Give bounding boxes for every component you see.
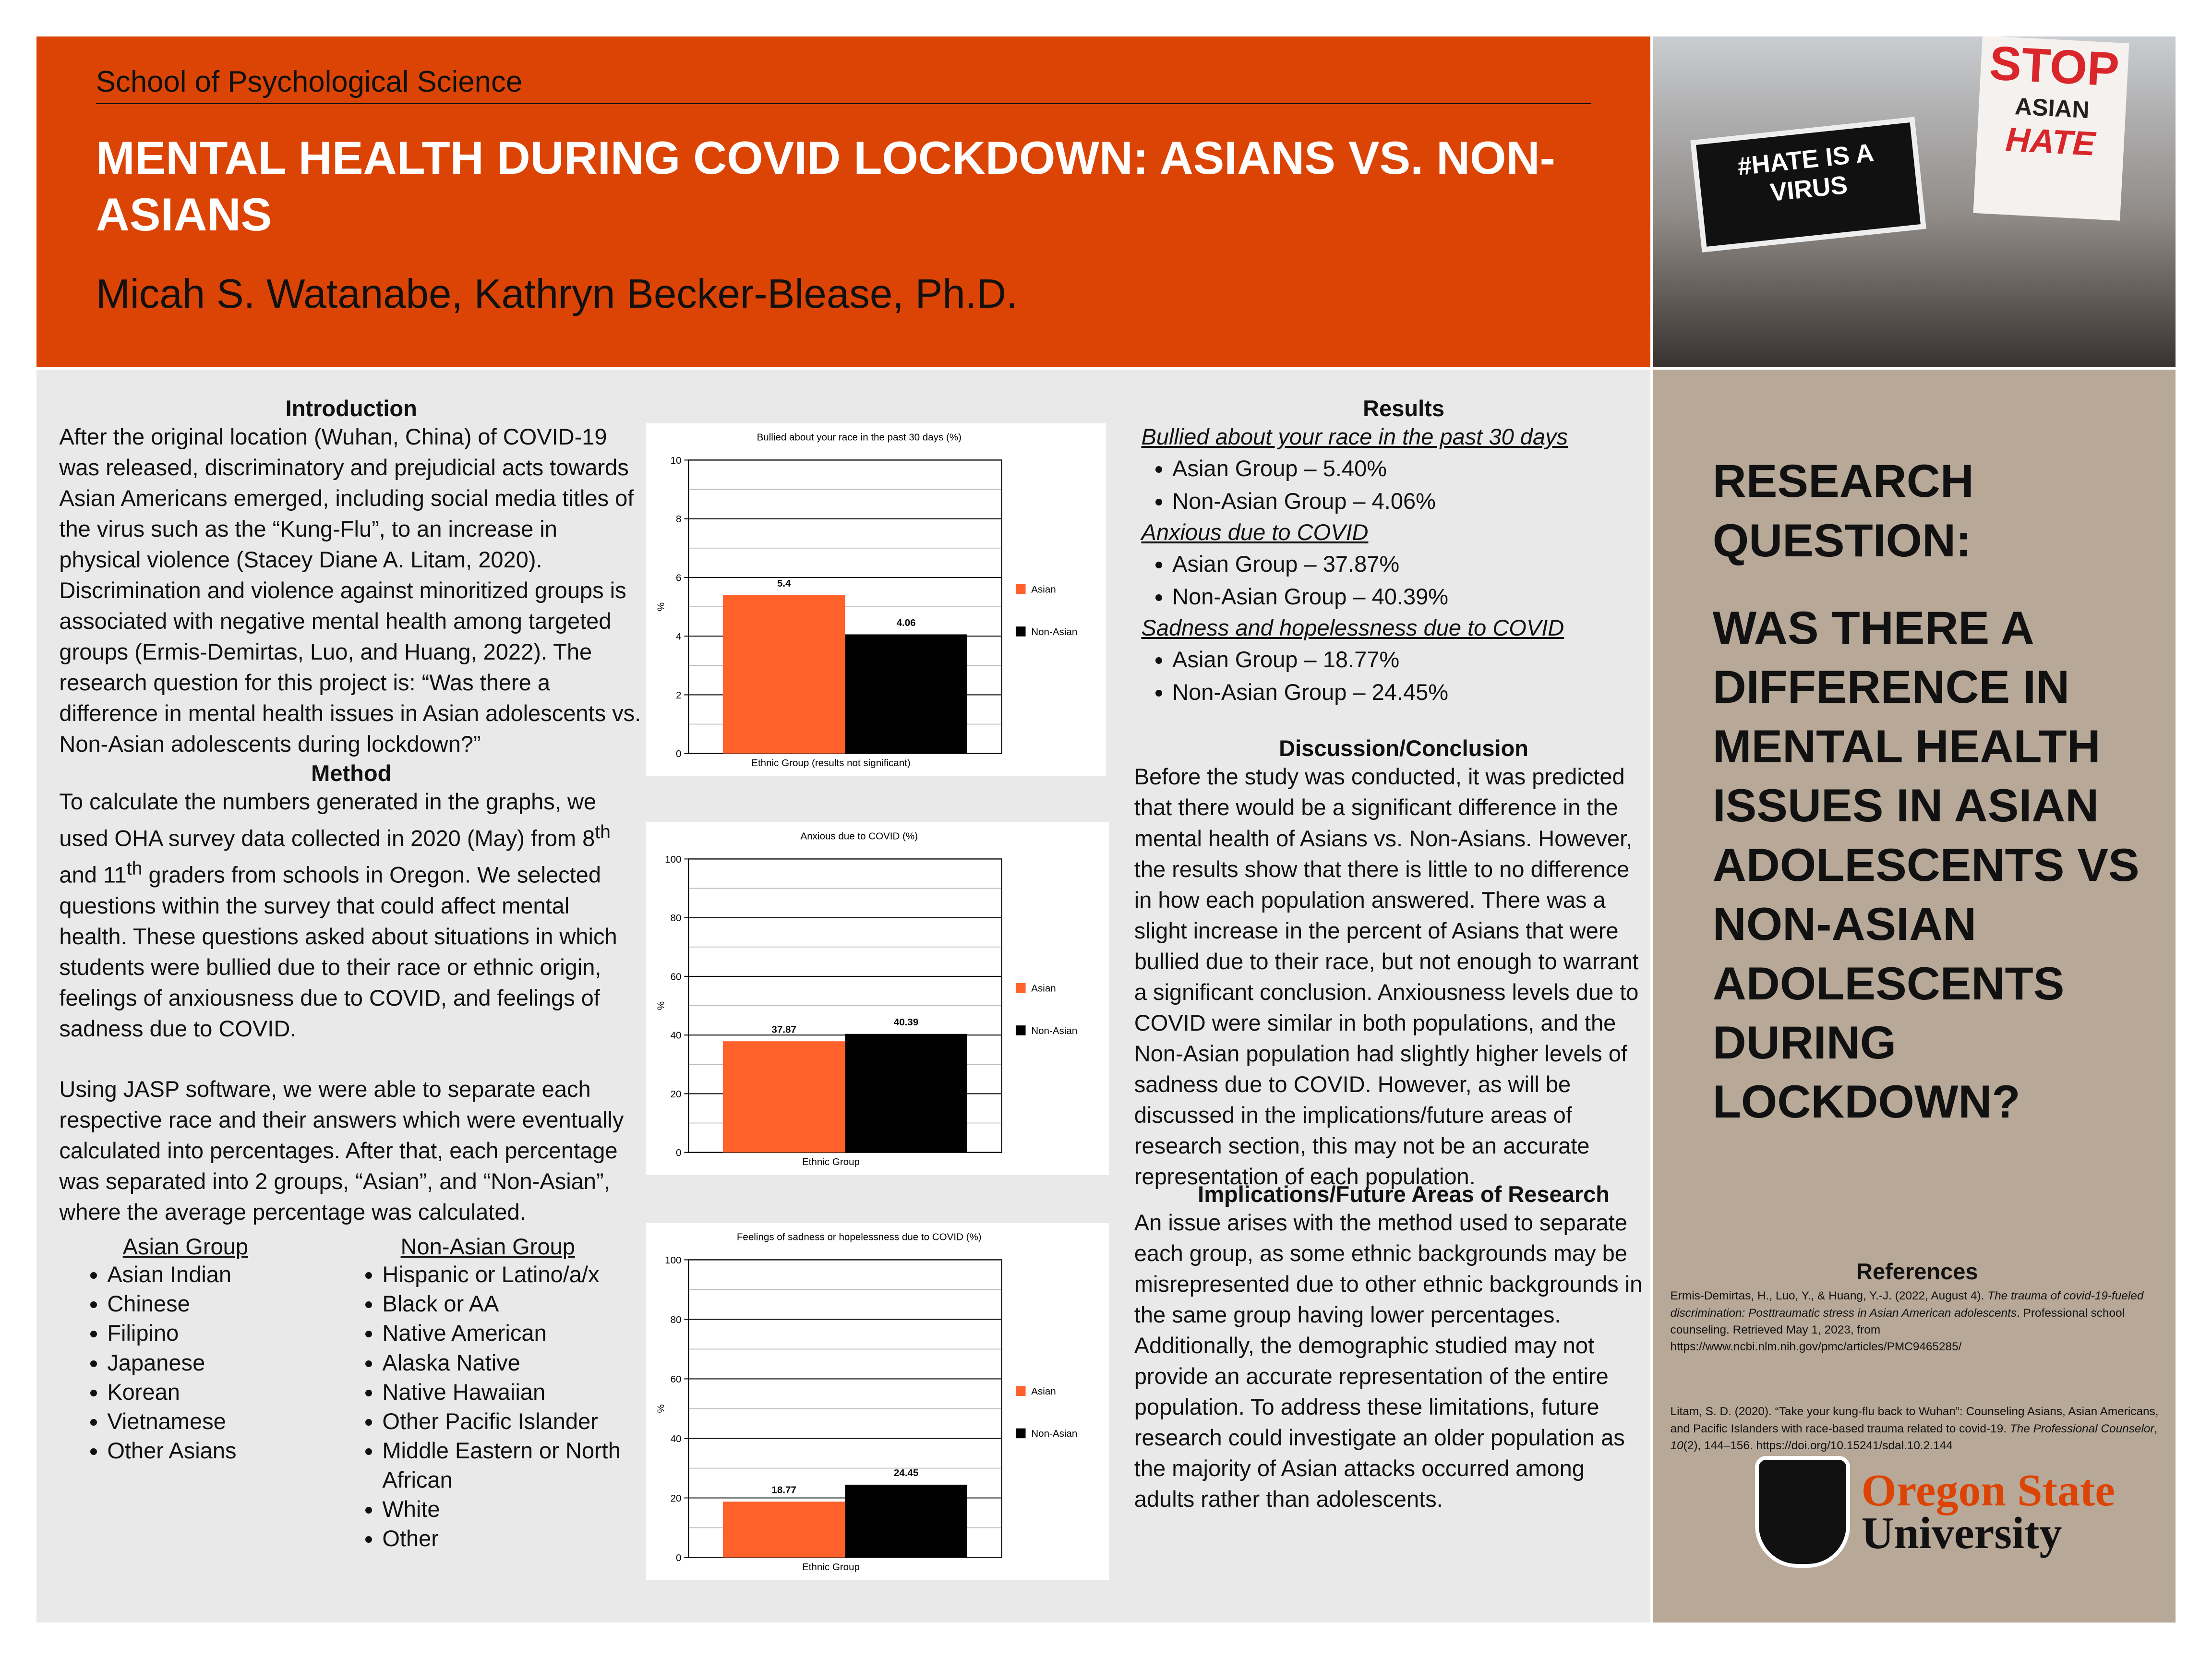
legend-swatch: [1016, 1386, 1026, 1396]
list-item: • Asian Indian: [107, 1260, 351, 1289]
sign-text: ASIAN: [2014, 93, 2091, 124]
reference-item: Ermis-Demirtas, H., Luo, Y., & Huang, Y.-J. (2022, August 4). The trauma of covid-19-fueled discrimination: Posttraumatic stress in Asian American adolescents. Professional school counseling. Retrieved May 1, 2023, from https://www.ncbi.nlm.nih.gov/pmc/articles/PMC9465285/: [1670, 1289, 2144, 1354]
bar-asian: [723, 595, 845, 753]
bar-non-asian: [845, 634, 967, 753]
legend-swatch: [1016, 626, 1026, 637]
section-heading: Results: [1363, 395, 1444, 421]
legend-swatch: [1016, 584, 1026, 594]
y-tick-label: 20: [670, 1492, 682, 1504]
bar-asian: [723, 1502, 845, 1557]
list-item: • Japanese: [107, 1348, 351, 1377]
list-item: • Vietnamese: [107, 1407, 351, 1436]
result-item: • Non-Asian Group – 40.39%: [1172, 580, 1645, 613]
y-tick-label: 80: [670, 913, 682, 924]
data-label: 40.39: [893, 1017, 919, 1028]
y-axis-label: %: [655, 1001, 666, 1010]
list-item: • White: [382, 1494, 633, 1524]
section-heading: Implications/Future Areas of Research: [1198, 1181, 1610, 1207]
result-title: Anxious due to COVID: [1141, 519, 1369, 545]
implications-text: An issue arises with the method used to separate each group, as some ethnic backgrounds may be misrepresented due to other ethnic backgrounds in the same group having lower percentages. Additionally, the demographic studied may not provide an accurate representation of the entire population. To address these limitations, future research could investigate an older population as the majority of Asian attacks occurred among adults rather than adolescents.: [1134, 1209, 1643, 1512]
y-axis-label: %: [655, 1404, 666, 1413]
y-tick-label: 60: [670, 971, 682, 983]
legend-label: Asian: [1031, 1385, 1056, 1397]
intro-text: After the original location (Wuhan, China) of COVID-19 was released, discriminatory and prejudicial acts towards Asian Americans emerged, including social media titles of the virus such as the “Kung-Flu”, to an increase in physical violence (Stacey Diane A. Litam, 2020). Discrimination and violence against minoritized groups is associated with negative mental health among targeted groups (Ermis-Demirtas, Luo, and Huang, 2022). The research question for this project is: “Was there a difference in mental health issues in Asian adolescents vs. Non-Asian adolescents during lockdown?”: [59, 423, 641, 757]
result-item: • Asian Group – 5.40%: [1172, 452, 1645, 485]
legend-swatch: [1016, 1025, 1026, 1035]
section-heading: Discussion/Conclusion: [1279, 735, 1529, 761]
list-item: • Other Pacific Islander: [382, 1407, 633, 1436]
y-tick-label: 2: [675, 689, 682, 701]
y-tick-label: 60: [670, 1373, 682, 1385]
section-heading: References: [1856, 1259, 1978, 1285]
content-area: [36, 370, 1650, 1623]
y-tick-label: 80: [670, 1314, 682, 1325]
result-item: • Asian Group – 37.87%: [1172, 548, 1645, 580]
logo-text: University: [1861, 1508, 2062, 1558]
introduction-section: [59, 395, 643, 1553]
reference-item: Litam, S. D. (2020). “Take your kung-flu back to Wuhan”: Counseling Asians, Asian Americans, and Pacific Islanders with race-based trauma related to covid-19. The Professional Counselor, 10(2), 144–156. https://doi.org/10.15241/sdal.10.2.144: [1670, 1405, 2159, 1452]
section-heading: Introduction: [285, 395, 417, 421]
list-item: • Native Hawaiian: [382, 1377, 633, 1407]
list-heading: Non-Asian Group: [400, 1234, 575, 1260]
sign-text: HATE: [2005, 120, 2096, 163]
list-item: • Alaska Native: [382, 1348, 633, 1377]
list-item: • Chinese: [107, 1289, 351, 1318]
y-tick-label: 0: [675, 1552, 682, 1563]
logo-text: Oregon State: [1861, 1466, 2115, 1516]
x-axis-label: Ethnic Group: [802, 1156, 860, 1168]
y-tick-label: 4: [675, 631, 682, 642]
research-question: [1713, 451, 2164, 1131]
legend-label: Non-Asian: [1031, 1025, 1078, 1037]
data-label: 18.77: [771, 1484, 796, 1496]
bar-non-asian: [845, 1485, 967, 1558]
y-tick-label: 0: [675, 748, 682, 759]
list-item: • Other Asians: [107, 1436, 351, 1465]
list-heading: Asian Group: [122, 1234, 248, 1260]
list-item: • Filipino: [107, 1318, 351, 1347]
data-label: 24.45: [893, 1467, 919, 1479]
hate-is-a-virus-sign: #HATE IS A VIRUS: [1690, 117, 1926, 252]
chart-title: Feelings of sadness or hopelessness due to COVID (%): [736, 1231, 982, 1243]
school-name: School of Psychological Science: [96, 65, 523, 99]
non-asian-group-list: [351, 1233, 634, 1553]
bar-non-asian: [845, 1034, 967, 1153]
bar-asian: [723, 1041, 845, 1152]
section-heading: Method: [311, 760, 392, 786]
rq-label: RESEARCH QUESTION:: [1712, 455, 1974, 566]
y-tick-label: 20: [670, 1089, 682, 1100]
list-item: • Hispanic or Latino/a/x: [382, 1260, 633, 1289]
y-tick-label: 10: [670, 455, 682, 466]
asian-group-list: [59, 1233, 351, 1553]
data-label: 5.4: [777, 577, 791, 589]
y-tick-label: 40: [670, 1433, 682, 1444]
list-item: • Black or AA: [382, 1289, 633, 1318]
result-item: • Non-Asian Group – 4.06%: [1172, 485, 1645, 517]
method-text: To calculate the numbers generated in the graphs, we used OHA survey data collected in 2020 (May) from 8th and 11th graders from schools in Oregon. We selected questions within the survey that could affect mental health. These questions asked about situations in which students were bullied due to their race or ethnic origin, feelings of anxiousness due to COVID, and feelings of sadness due to COVID.: [59, 788, 617, 1042]
y-tick-label: 40: [670, 1030, 682, 1041]
chart-sadness: [646, 1223, 1109, 1580]
chart-title: Bullied about your race in the past 30 days (%): [757, 431, 962, 443]
result-item: • Non-Asian Group – 24.45%: [1172, 676, 1645, 709]
x-axis-label: Ethnic Group: [802, 1561, 860, 1573]
chart-anxious: [646, 822, 1109, 1175]
result-title: Bullied about your race in the past 30 days: [1141, 423, 1568, 449]
research-question-panel: [1653, 370, 2175, 1623]
data-label: 37.87: [771, 1024, 796, 1035]
list-item: • Korean: [107, 1377, 351, 1407]
legend-swatch: [1016, 983, 1026, 993]
method-text-2: Using JASP software, we were able to separate each respective race and their answers which were eventually calculated into percentages. After that, each percentage was separated into 2 groups, “Asian”, and “Non-Asian”, where the average percentage was calculated.: [59, 1076, 624, 1225]
y-tick-label: 0: [675, 1147, 682, 1159]
y-tick-label: 100: [665, 1254, 682, 1266]
protest-photo: [1653, 36, 2175, 367]
x-axis-label: Ethnic Group (results not significant): [751, 757, 911, 769]
discussion-text: Before the study was conducted, it was predicted that there would be a significant difference in the mental health of Asians vs. Non-Asians. However, the results show that there is little to no difference in how each population answered. There was a slight increase in the percent of Asians that were bullied due to their race, but not enough to warrant a significant conclusion. Anxiousness levels due to COVID were similar in both populations, and the Non-Asian population had slightly higher levels of sadness due to COVID. However, as will be discussed in the implications/future areas of research section, this may not be an accurate representation of each population.: [1134, 764, 1639, 1190]
y-axis-label: %: [655, 602, 666, 611]
authors: Micah S. Watanabe, Kathryn Becker-Blease, Ph.D.: [96, 271, 1018, 317]
result-title: Sadness and hopelessness due to COVID: [1141, 615, 1564, 641]
chart-bullied: [646, 423, 1106, 776]
list-item: • Native American: [382, 1318, 633, 1347]
chart-title: Anxious due to COVID (%): [800, 830, 918, 842]
legend-swatch: [1016, 1429, 1026, 1439]
legend-label: Non-Asian: [1031, 626, 1078, 637]
results-section: [1134, 395, 1645, 1515]
rq-text: WAS THERE A DIFFERENCE IN MENTAL HEALTH ISSUES IN ASIAN ADOLESCENTS VS NON-ASIAN ADOLESCENTS DURING LOCKDOWN?: [1712, 601, 2140, 1128]
legend-label: Asian: [1031, 983, 1056, 994]
list-item: • Middle Eastern or North African: [382, 1436, 633, 1494]
y-tick-label: 8: [675, 513, 682, 525]
legend-label: Non-Asian: [1031, 1428, 1078, 1440]
result-item: • Asian Group – 18.77%: [1172, 643, 1645, 676]
sign-text: STOP: [1988, 36, 2121, 97]
beaver-shield-icon: [1755, 1456, 1850, 1568]
poster-title: MENTAL HEALTH DURING COVID LOCKDOWN: ASIANS VS. NON-ASIANS: [96, 132, 1555, 240]
osu-logo: [1755, 1456, 2115, 1568]
list-item: • Other: [382, 1524, 633, 1553]
y-tick-label: 6: [675, 572, 682, 583]
header-banner: [36, 36, 1650, 367]
data-label: 4.06: [896, 617, 916, 628]
stop-asian-hate-sign: [1973, 36, 2129, 221]
y-tick-label: 100: [665, 854, 682, 866]
legend-label: Asian: [1031, 584, 1056, 595]
divider: [96, 103, 1591, 105]
